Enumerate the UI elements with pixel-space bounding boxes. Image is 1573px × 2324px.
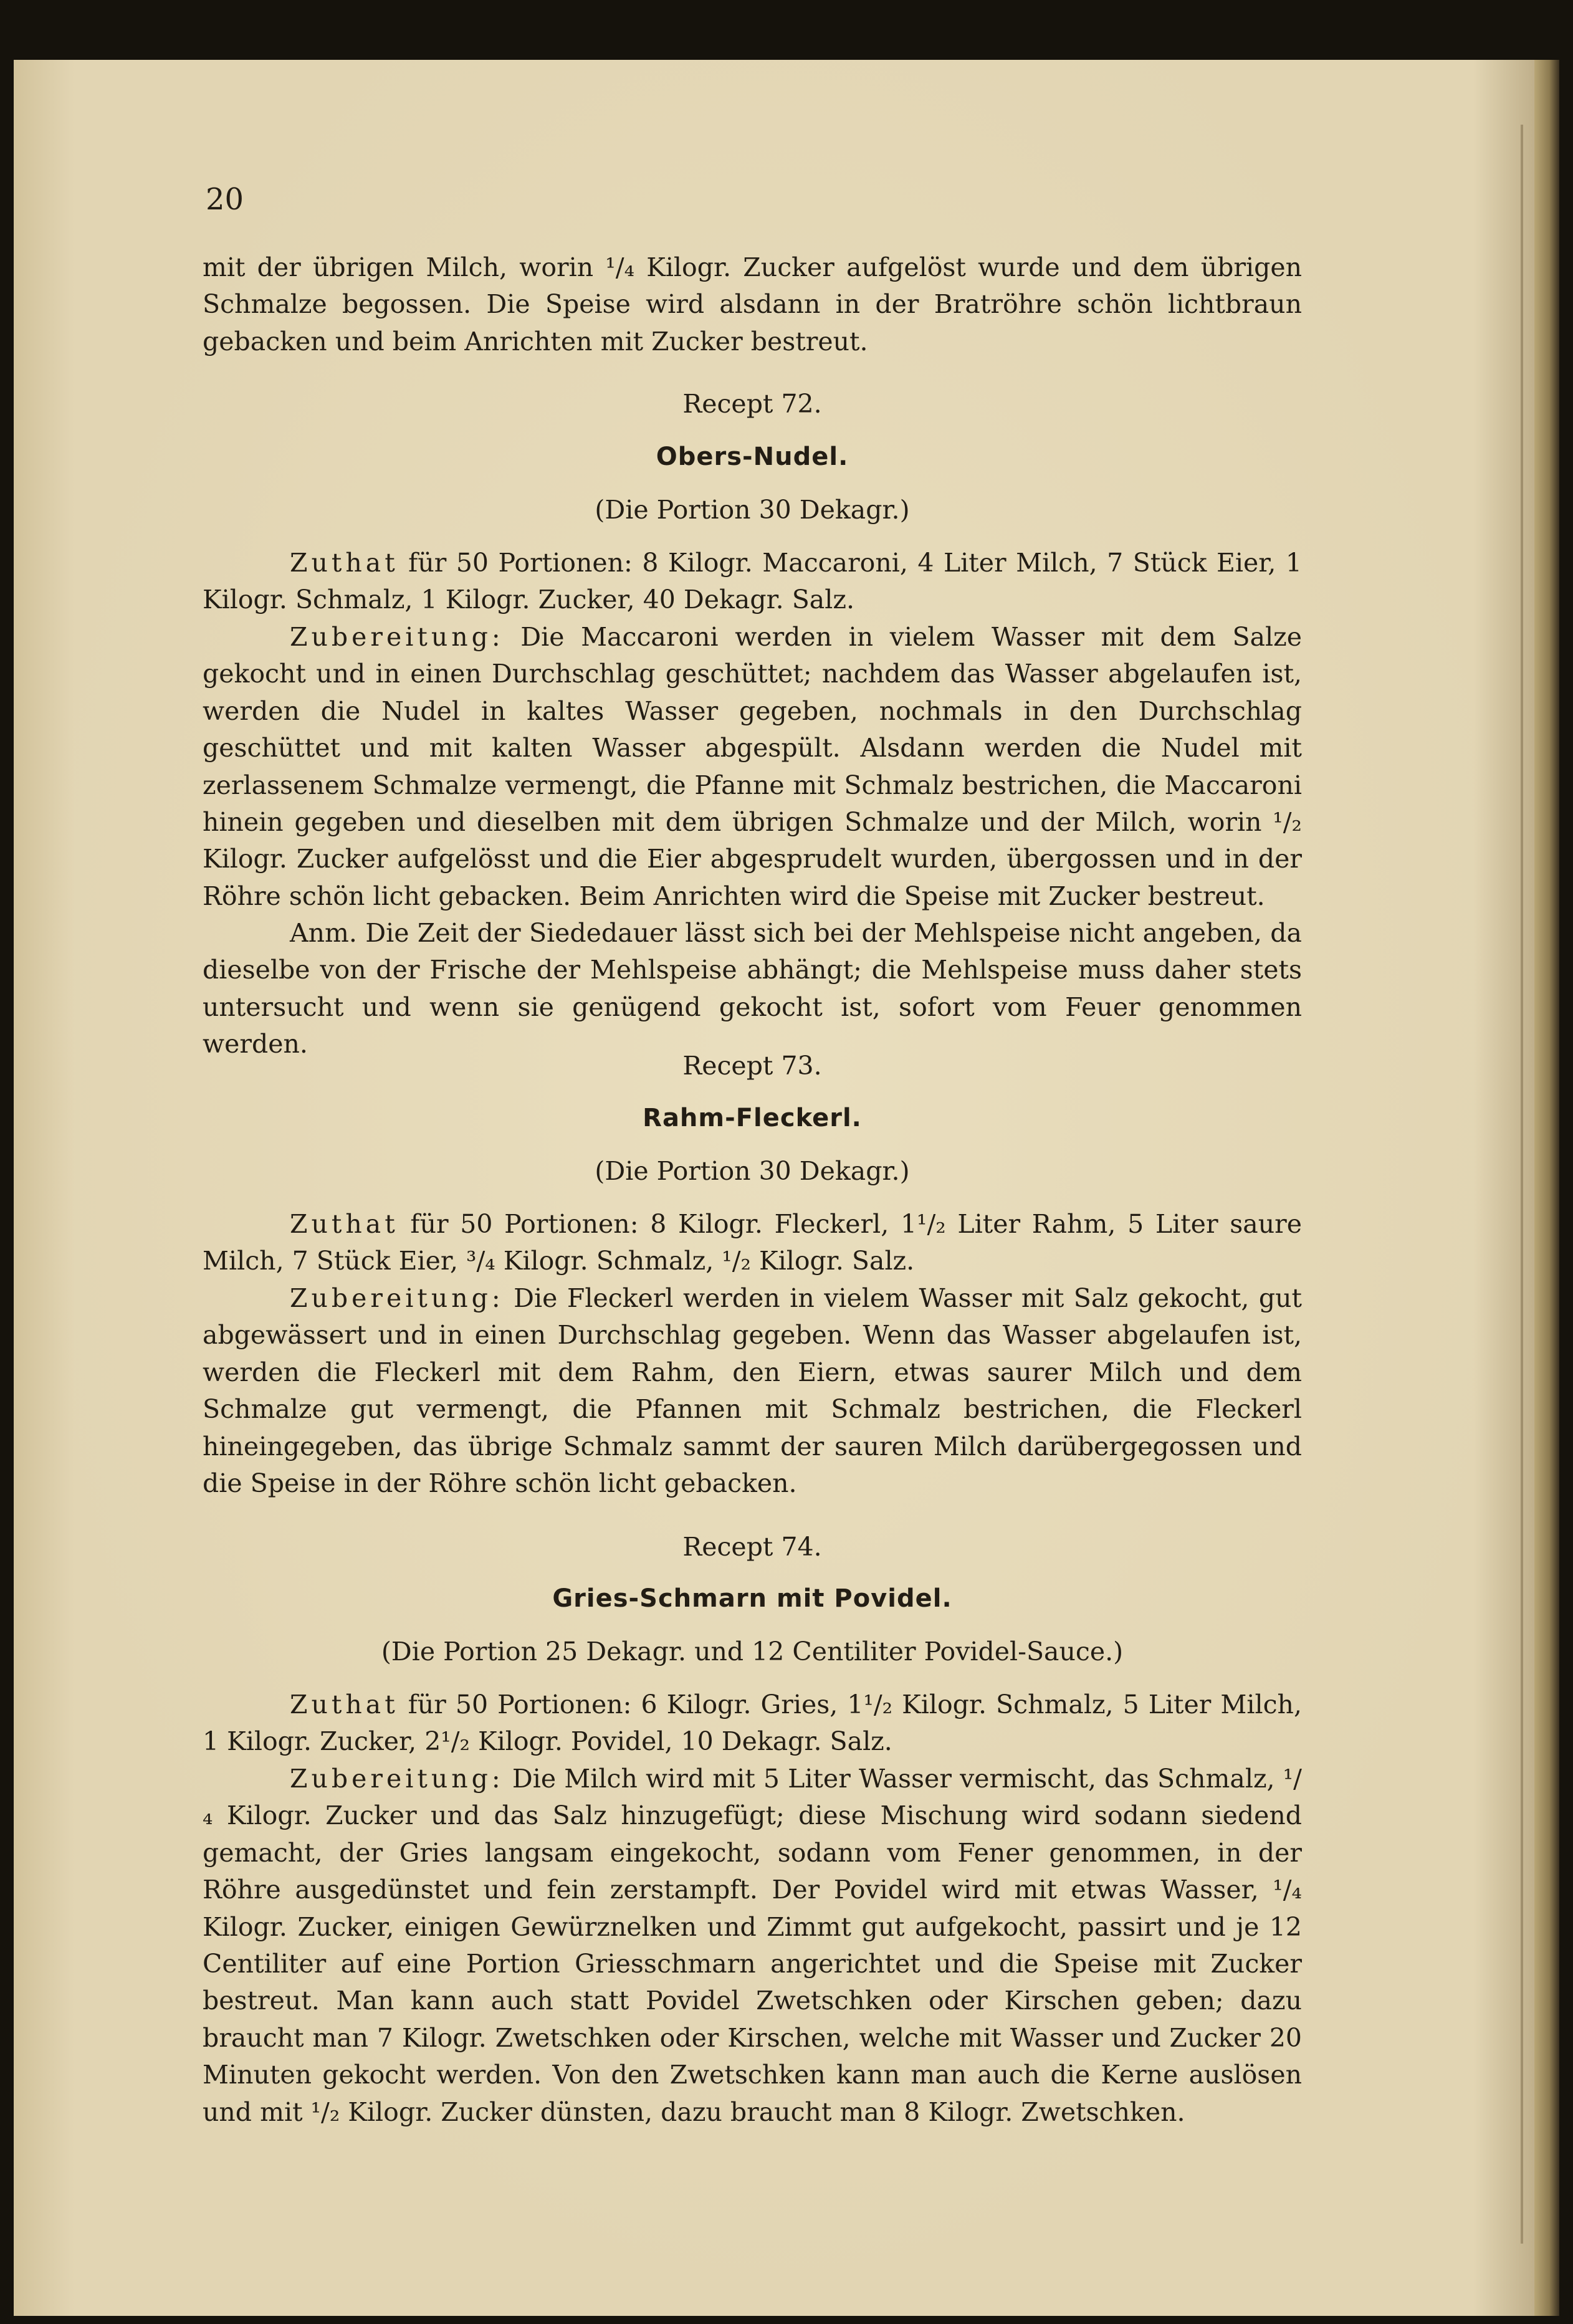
- recipe-73-preparation: [203, 1280, 1302, 1502]
- recipe-72-zubereitung-label: Zubereitung:: [290, 622, 504, 652]
- recipe-72-ingredients: [203, 545, 1302, 619]
- recipe-74-zubereitung-text: Die Milch wird mit 5 Liter Wasser vermischt, das Schmalz, ¹/₄ Kilogr. Zucker und das Salz hinzugefügt; diese Mischung wird sodann siedend gemacht, der Gries langsam eingekocht, sodann vom Fener genommen, in der Röhre ausgedünstet und fein zerstampft. Der Povidel wird mit etwas Wasser, ¹/₄ Kilogr. Zucker, einigen Gewürznelken und Zimmt gut aufgekocht, passirt und je 12 Centiliter auf eine Portion Griesschmarn angerichtet und die Speise mit Zucker bestreut. Man kann auch statt Povidel Zwetschken oder Kirschen geben; dazu braucht man 7 Kilogr. Zwetschken oder Kirschen, welche mit Wasser und Zucker 20 Minuten gekocht werden. Von den Zwetschken kann man auch die Kerne auslösen und mit ¹/₂ Kilogr. Zucker dünsten, dazu braucht man 8 Kilogr. Zwetschken.: [203, 1764, 1302, 2127]
- recipe-73-zuthat-label: Zuthat: [290, 1209, 399, 1239]
- recipe-72-zuthat-label: Zuthat: [290, 548, 399, 578]
- recipe-74-zuthat-label: Zuthat: [290, 1690, 399, 1719]
- recipe-73-zubereitung-label: Zubereitung:: [290, 1283, 504, 1313]
- recipe-72-zubereitung-text: Die Maccaroni werden in vielem Wasser mit dem Salze gekocht und in einen Durchschlag geschüttet; nachdem das Wasser abgelaufen ist, werden die Nudel in kaltes Wasser gegeben, nochmals in den Durchschlag geschüttet und mit kalten Wasser abgespült. Alsdann werden die Nudel mit zerlassenem Schmalze vermengt, die Pfanne mit Schmalz bestrichen, die Maccaroni hinein gegeben und dieselben mit dem übrigen Schmalze und der Milch, worin ¹/₂ Kilogr. Zucker aufgelösst und die Eier abgesprudelt wurden, übergossen und in der Röhre schön licht gebacken. Beim Anrichten wird die Speise mit Zucker bestreut.: [203, 622, 1302, 911]
- recipe-74-ingredients: [203, 1686, 1302, 1761]
- recipe-72-number: Recept 72.: [682, 389, 822, 419]
- recipe-74-number: Recept 74.: [682, 1532, 822, 1562]
- recipe-74-zuthat-text: für 50 Portionen: 6 Kilogr. Gries, 1¹/₂ Kilogr. Schmalz, 5 Liter Milch, 1 Kilogr. Zucker, 2¹/₂ Kilogr. Povidel, 10 Dekagr. Salz.: [203, 1690, 1302, 1757]
- page-edge-shadow: [1534, 60, 1559, 2316]
- recipe-74-title: Gries-Schmarn mit Povidel.: [552, 1584, 952, 1613]
- page-gutter-line: [1521, 125, 1523, 2244]
- recipe-74-portion: (Die Portion 25 Dekagr. und 12 Centiliter Povidel-Sauce.): [381, 1637, 1124, 1666]
- recipe-74-zubereitung-label: Zubereitung:: [290, 1764, 504, 1794]
- recipe-73-zubereitung-text: Die Fleckerl werden in vielem Wasser mit Salz gekocht, gut abgewässert und in einen Durchschlag gegeben. Wenn das Wasser abgelaufen ist, werden die Fleckerl mit dem Rahm, den Eiern, etwas saurer Milch und dem Schmalze gut vermengt, die Pfannen mit Schmalz bestrichen, die Fleckerl hineingegeben, das übrige Schmalz sammt der sauren Milch darübergegossen und die Speise in der Röhre schön licht gebacken.: [203, 1283, 1302, 1499]
- intro-paragraph: mit der übrigen Milch, worin ¹/₄ Kilogr. Zucker aufgelöst wurde und dem übrigen Schmalze begossen. Die Speise wird alsdann in der Bratröhre schön lichtbraun gebacken und beim Anrichten mit Zucker bestreut.: [203, 252, 1302, 356]
- page-number: 20: [206, 182, 244, 217]
- recipe-73-title: Rahm-Fleckerl.: [643, 1104, 862, 1132]
- recipe-72-title: Obers-Nudel.: [656, 442, 849, 471]
- recipe-74-preparation: [203, 1761, 1302, 2131]
- recipe-73-zuthat-text: für 50 Portionen: 8 Kilogr. Fleckerl, 1¹/₂ Liter Rahm, 5 Liter saure Milch, 7 Stück Eier, ³/₄ Kilogr. Schmalz, ¹/₂ Kilogr. Salz.: [203, 1209, 1302, 1276]
- recipe-73-portion: (Die Portion 30 Dekagr.): [595, 1156, 910, 1186]
- recipe-73-number: Recept 73.: [682, 1051, 822, 1081]
- recipe-72-preparation: [203, 619, 1302, 915]
- recipe-73-ingredients: [203, 1206, 1302, 1280]
- recipe-72-portion: (Die Portion 30 Dekagr.): [595, 495, 910, 525]
- recipe-72-note: Anm. Die Zeit der Siededauer lässt sich bei der Mehlspeise nicht angeben, da dieselbe von der Frische der Mehlspeise abhängt; die Mehlspeise muss daher stets untersucht und wenn sie genügend gekocht ist, sofort vom Feuer genommen werden.: [203, 918, 1302, 1059]
- recipe-72-zuthat-text: für 50 Portionen: 8 Kilogr. Maccaroni, 4 Liter Milch, 7 Stück Eier, 1 Kilogr. Schmalz, 1 Kilogr. Zucker, 40 Dekagr. Salz.: [203, 548, 1302, 615]
